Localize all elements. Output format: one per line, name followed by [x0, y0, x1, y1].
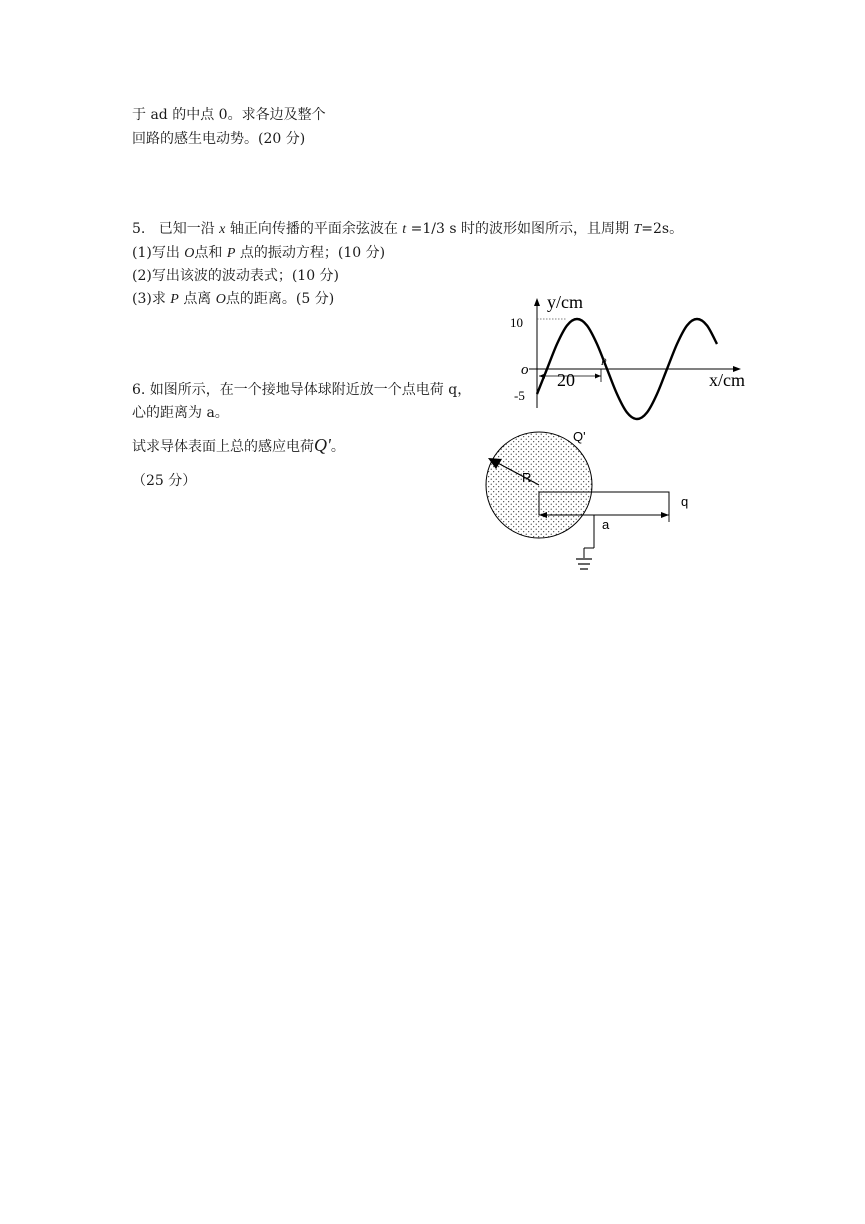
dimension-arrow-left: [539, 374, 545, 379]
induced-charge-label: Q': [573, 429, 586, 444]
q5-intro-d: =2s。: [641, 221, 684, 237]
radius-label: R: [522, 470, 532, 485]
wave-chart: [505, 290, 765, 425]
q6-line-2: 心的距离为 a。: [132, 405, 229, 421]
q5-p1-c: 点的振动方程；(10 分): [239, 245, 386, 261]
q5-part-1: [132, 244, 385, 263]
q6-line-1: 6. 如图所示，在一个接地导体球附近放一个点电荷 q，: [132, 382, 472, 398]
q5-p3-O: O: [215, 292, 226, 307]
q6-induced-charge-symbol: Q': [314, 435, 331, 455]
prev-problem-line-2: 回路的感生电动势。(20 分): [132, 131, 306, 147]
q5-p1-b: 点和: [194, 245, 223, 261]
q5-intro-b: 轴正向传播的平面余弦波在: [229, 221, 398, 237]
point-p-label: P: [601, 357, 607, 367]
origin-label: o: [521, 362, 529, 378]
q5-var-t: t: [402, 222, 407, 237]
q5-var-T: T: [633, 222, 642, 237]
grounded-sphere-figure: [480, 428, 710, 578]
q5-p3-b: 点离: [183, 291, 212, 307]
dimension-label: 20: [557, 370, 575, 390]
q5-p1-P: P: [226, 246, 236, 261]
q6-line-3-b: 。: [330, 439, 345, 455]
point-charge-label: q: [681, 494, 689, 509]
q5-part-3: [132, 290, 334, 309]
q5-intro: [132, 220, 683, 239]
q5-p3-a: (3)求: [132, 291, 166, 307]
y-tick-neg5: -5: [514, 388, 525, 403]
q5-number: 5.: [132, 221, 146, 237]
q5-part-2: (2)写出该波的波动表式；(10 分): [132, 268, 340, 284]
y-tick-10: 10: [510, 315, 523, 330]
dimension-arrow-right: [595, 374, 601, 379]
q5-p1-O: O: [184, 246, 195, 261]
q5-p1-a: (1)写出: [132, 245, 180, 261]
y-axis-label: y/cm: [547, 292, 583, 312]
prev-problem-line-1: 于 ad 的中点 0。求各边及整个: [132, 107, 326, 123]
q5-intro-c: =1/3 s 时的波形如图所示，且周期: [410, 221, 629, 237]
y-axis-arrow: [534, 298, 540, 306]
q5-p3-c: 点的距离。(5 分): [225, 291, 335, 307]
q5-var-x: x: [219, 222, 226, 237]
q6-line-3-a: 试求导体表面上总的感应电荷: [132, 439, 314, 455]
q6-score: （25 分）: [132, 473, 197, 489]
q5-intro-a: 已知一沿: [158, 221, 215, 237]
q5-p3-P: P: [170, 292, 179, 307]
q6-line-3: [132, 436, 345, 456]
x-axis-label: x/cm: [709, 370, 745, 390]
distance-label: a: [602, 517, 610, 532]
distance-arrow-right: [661, 512, 669, 518]
